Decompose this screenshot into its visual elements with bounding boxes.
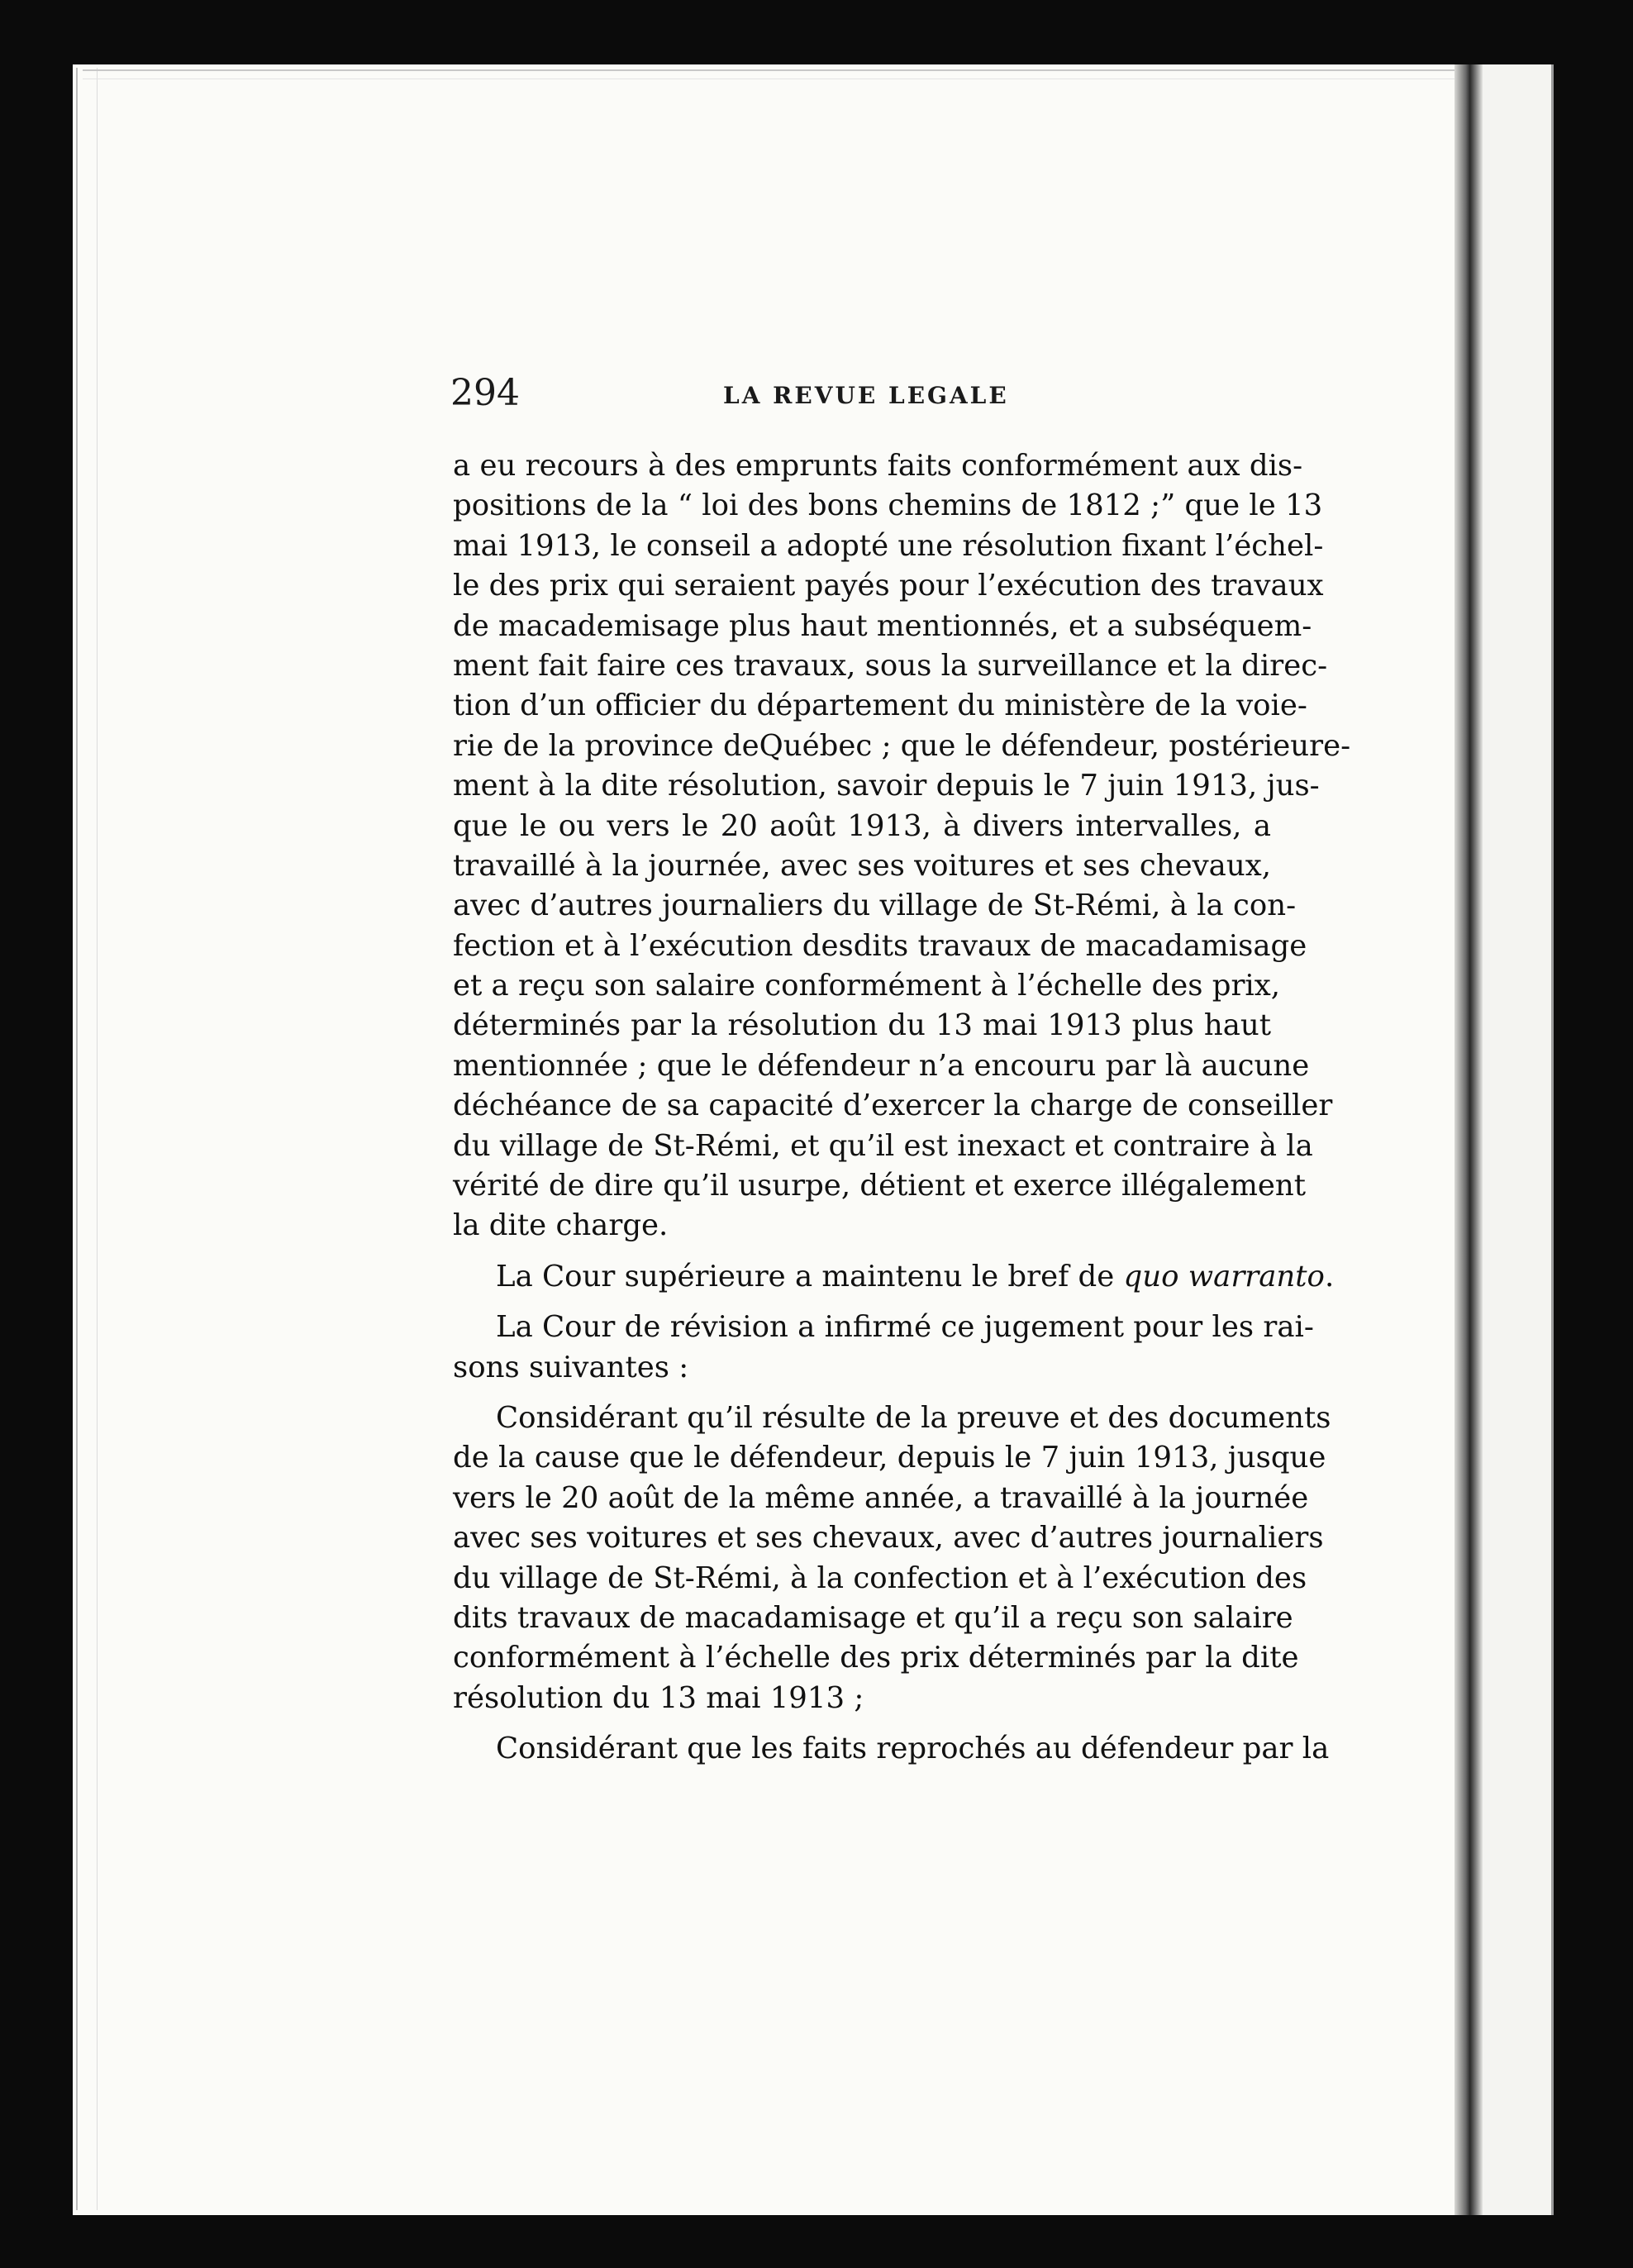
scan-border-right — [1554, 0, 1633, 2268]
text-line: résolution du 13 mai 1913 ; — [453, 1680, 864, 1715]
text-run: La Cour supérieure a maintenu le bref de — [496, 1259, 1124, 1294]
text-line: sons suivantes : — [453, 1350, 689, 1384]
body-text — [453, 446, 1351, 1770]
text-line: ment fait faire ces travaux, sous la surveillance et la direc- — [453, 648, 1328, 683]
text-line: avec ses voitures et ses chevaux, avec d’autres journaliers — [453, 1521, 1324, 1556]
text-line: la dite charge. — [453, 1208, 669, 1243]
running-title: LA REVUE LEGALE — [723, 382, 1009, 409]
page-stack-edge-left — [76, 68, 98, 2210]
text-line: de macademisage plus haut mentionnés, et a subséquem- — [453, 608, 1312, 643]
text-line: du village de St-Rémi, et qu’il est inexact et contraire à la — [453, 1128, 1313, 1163]
paragraph-5 — [453, 1729, 1330, 1769]
text-line: rie de la province deQuébec ; que le défendeur, postérieure- — [453, 728, 1351, 763]
text-line: fection et à l’exécution desdits travaux de macadamisage — [453, 928, 1307, 963]
text-line: et a reçu son salaire conformément à l’échelle des prix, — [453, 969, 1281, 1003]
text-line: a eu recours à des emprunts faits conformément aux dis- — [453, 449, 1303, 483]
text-line: Considérant qu’il résulte de la preuve et des documents — [496, 1400, 1331, 1435]
text-line: Considérant que les faits reprochés au défendeur par la — [496, 1732, 1330, 1766]
text-line: que le ou vers le 20 août 1913, à divers intervalles, a — [453, 808, 1271, 843]
text-line: de la cause que le défendeur, depuis le 7 juin 1913, jusque — [453, 1441, 1326, 1475]
text-line: La Cour de révision a infirmé ce jugement pour les rai- — [496, 1310, 1314, 1345]
paragraph-4 — [453, 1398, 1331, 1718]
paragraph-2 — [453, 1257, 1335, 1297]
text-line: du village de St-Rémi, à la confection et à l’exécution des — [453, 1560, 1307, 1595]
text-run: . — [1324, 1259, 1335, 1294]
text-line: ment à la dite résolution, savoir depuis le 7 juin 1913, jus- — [453, 769, 1320, 803]
page-stack-edge-top — [83, 69, 1471, 79]
facing-page-edge — [1483, 64, 1554, 2215]
page-number: 294 — [450, 372, 520, 414]
paragraph-1 — [453, 446, 1351, 1246]
text-line: déterminés par la résolution du 13 mai 1913 plus haut — [453, 1008, 1271, 1043]
text-line: vers le 20 août de la même année, a travaillé à la journée — [453, 1480, 1309, 1515]
text-line: vérité de dire qu’il usurpe, détient et exerce illégalement — [453, 1169, 1307, 1203]
text-line: déchéance de sa capacité d’exercer la charge de conseiller — [453, 1089, 1333, 1123]
text-line: mai 1913, le conseil a adopté une résolution fixant l’échel- — [453, 528, 1324, 563]
text-line: tion d’un officier du département du ministère de la voie- — [453, 688, 1307, 723]
scan-border-bottom — [0, 2215, 1633, 2268]
scan-border-top — [0, 0, 1633, 64]
scan-border-left — [0, 0, 73, 2268]
text-line: avec d’autres journaliers du village de St-Rémi, à la con- — [453, 889, 1297, 923]
text-line: conformément à l’échelle des prix déterminés par la dite — [453, 1641, 1299, 1675]
text-line: mentionnée ; que le défendeur n’a encouru par là aucune — [453, 1048, 1310, 1083]
text-line — [453, 1257, 1335, 1297]
text-line: positions de la “ loi des bons chemins de 1812 ;” que le 13 — [453, 488, 1323, 523]
book-gutter — [1454, 64, 1483, 2215]
text-line: dits travaux de macadamisage et qu’il a reçu son salaire — [453, 1600, 1293, 1635]
text-line: travaillé à la journée, avec ses voitures et ses chevaux, — [453, 848, 1271, 883]
paragraph-3 — [453, 1308, 1314, 1388]
text-line: le des prix qui seraient payés pour l’exécution des travaux — [453, 569, 1324, 603]
latin-term: quo warranto — [1123, 1259, 1325, 1294]
